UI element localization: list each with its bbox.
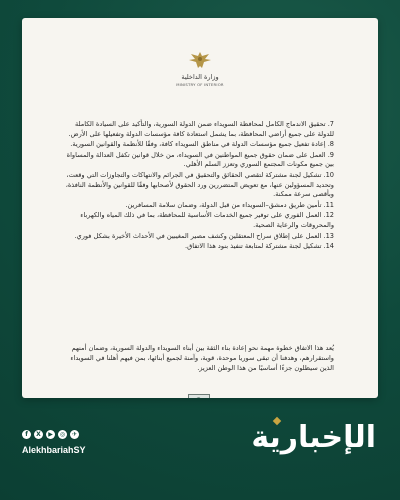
ministry-name-arabic: وزارة الداخلية <box>181 73 219 81</box>
list-item: 7. تحقيق الاندماج الكامل لمحافظة السويداء ضمن الدولة السورية، والتأكيد على السيادة الكاملة للدولة على جميع أراضي المحافظة، بما يشمل استعادة كافة مؤسسات الدولة وتفعيلها على الأرض. <box>68 120 334 138</box>
facebook-icon[interactable]: f <box>22 430 31 439</box>
x-icon[interactable]: X <box>34 430 43 439</box>
list-item: 13. العمل على إطلاق سراح المعتقلين وكشف مصير المغيبين في الأحداث الأخيرة بشكل فوري. <box>74 231 334 240</box>
channel-logo: الإخبارية <box>251 420 376 455</box>
instagram-icon[interactable]: ◎ <box>59 431 66 438</box>
telegram-icon[interactable]: ✈ <box>71 431 78 438</box>
list-item: 12. العمل الفوري على توفير جميع الخدمات الأساسية للمحافظة، بما في ذلك المياه والكهرباء والمحروقات والرعاية الصحية. <box>80 211 334 229</box>
eagle-icon <box>187 50 213 72</box>
social-links <box>22 430 79 439</box>
ministry-emblem <box>170 50 230 87</box>
youtube-icon[interactable]: ▶ <box>46 430 55 439</box>
document-page <box>22 18 378 398</box>
list-item: 9. العمل على ضمان حقوق جميع المواطنين في السويداء، من خلال قوانين تكفل العدالة والمساواة بين جميع مكونات المجتمع السوري وتعزز السلم الأهلي. <box>66 150 334 169</box>
closing-paragraph: يُعد هذا الاتفاق خطوة مهمة نحو إعادة بناء الثقة بين أبناء السويداء والدولة السورية، وضمان أمنهم واستقرارهم، وهدفنا أن تبقى سوريا موحدة، قوية، وآمنة لجميع أبنائها، بمن فيهم أهلنا في السويداء الذين سيظلون جزءًا أساسيًا من هذا الوطن العزيز. <box>70 344 334 372</box>
branding-bar <box>0 410 400 500</box>
list-item: 8. إعادة تفعيل جميع مؤسسات الدولة في مناطق السويداء كافة، وفقًا للأنظمة والقوانين السورية. <box>70 140 334 149</box>
agreement-items <box>64 120 334 253</box>
list-item: 14. تشكيل لجنة مشتركة لمتابعة تنفيذ بنود هذا الاتفاق. <box>184 242 334 251</box>
document-footer <box>22 392 378 398</box>
ministry-name-english: MINISTRY OF INTERIOR <box>176 82 224 87</box>
list-item: 11. تأمين طريق دمشق–السويداء من قبل الدولة، وضمان سلامة المسافرين. <box>125 200 334 209</box>
page-number <box>188 394 210 398</box>
list-item: 10. تشكيل لجنة مشتركة لتقصي الحقائق والتحقيق في الجرائم والانتهاكات والتجاوزات التي وقعت، وتحديد المسؤولين عنها، مع تعويض المتضررين ورد الحقوق لأصحابها وفقًا للقوانين والأنظمة النافذة، وبأقصى سرعة ممكنة. <box>65 170 334 199</box>
social-handle: AlekhbariahSY <box>22 445 86 455</box>
